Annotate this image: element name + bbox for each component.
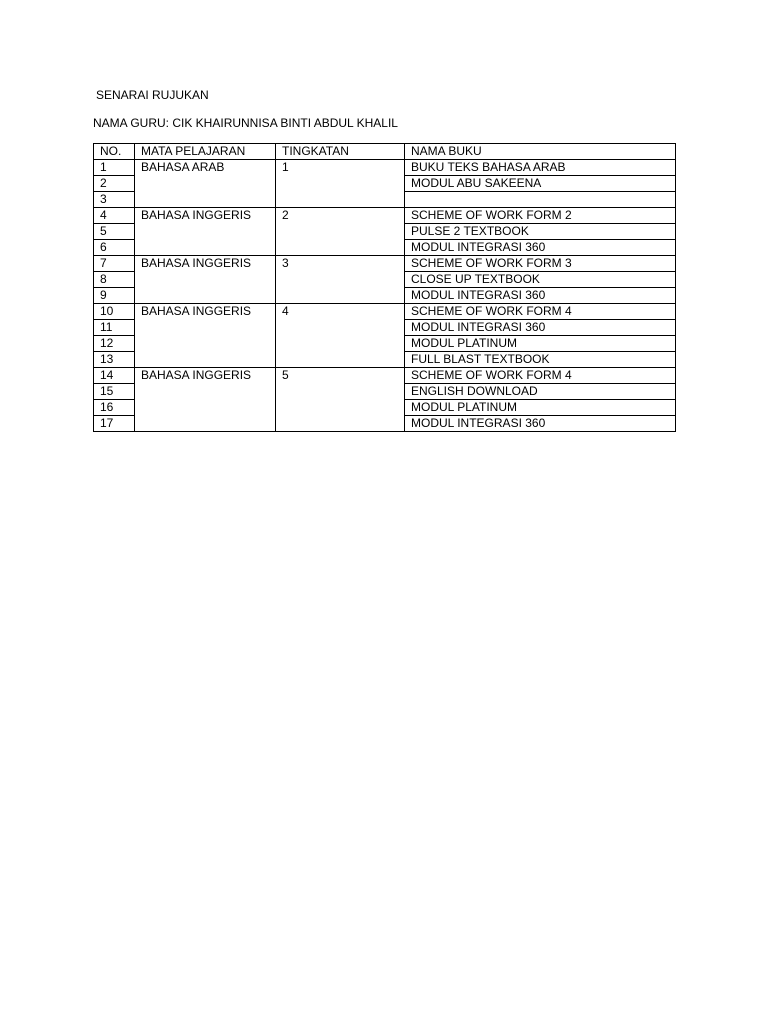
row-number: 16: [94, 400, 135, 416]
book-cell: SCHEME OF WORK FORM 4: [405, 368, 676, 384]
row-number: 12: [94, 336, 135, 352]
header-no: NO.: [94, 144, 135, 160]
table-row: [94, 256, 676, 272]
row-number: 2: [94, 176, 135, 192]
book-cell: MODUL ABU SAKEENA: [405, 176, 676, 192]
row-number: 10: [94, 304, 135, 320]
row-number: 13: [94, 352, 135, 368]
row-number: 14: [94, 368, 135, 384]
row-number: 7: [94, 256, 135, 272]
book-cell: ENGLISH DOWNLOAD: [405, 384, 676, 400]
row-number: 9: [94, 288, 135, 304]
book-cell: MODUL PLATINUM: [405, 336, 676, 352]
book-cell: MODUL INTEGRASI 360: [405, 416, 676, 432]
document-title: SENARAI RUJUKAN: [96, 88, 209, 102]
book-cell: BUKU TEKS BAHASA ARAB: [405, 160, 676, 176]
table-body: [94, 160, 676, 432]
book-cell: MODUL INTEGRASI 360: [405, 320, 676, 336]
row-number: 15: [94, 384, 135, 400]
header-subject: MATA PELAJARAN: [135, 144, 276, 160]
book-cell: PULSE 2 TEXTBOOK: [405, 224, 676, 240]
subject-cell: BAHASA INGGERIS: [135, 208, 276, 256]
book-cell: SCHEME OF WORK FORM 4: [405, 304, 676, 320]
row-number: 5: [94, 224, 135, 240]
book-cell: FULL BLAST TEXTBOOK: [405, 352, 676, 368]
book-cell: CLOSE UP TEXTBOOK: [405, 272, 676, 288]
level-cell: 4: [276, 304, 405, 368]
table-row: [94, 304, 676, 320]
reference-table: [93, 143, 676, 432]
header-book: NAMA BUKU: [405, 144, 676, 160]
table-row: [94, 208, 676, 224]
row-number: 3: [94, 192, 135, 208]
teacher-name-line: NAMA GURU: CIK KHAIRUNNISA BINTI ABDUL KHALIL: [93, 116, 398, 130]
book-cell: MODUL PLATINUM: [405, 400, 676, 416]
table-header: [94, 144, 676, 160]
subject-cell: BAHASA INGGERIS: [135, 368, 276, 432]
book-cell: MODUL INTEGRASI 360: [405, 240, 676, 256]
row-number: 8: [94, 272, 135, 288]
row-number: 6: [94, 240, 135, 256]
level-cell: 5: [276, 368, 405, 432]
book-cell: SCHEME OF WORK FORM 2: [405, 208, 676, 224]
row-number: 17: [94, 416, 135, 432]
level-cell: 2: [276, 208, 405, 256]
row-number: 4: [94, 208, 135, 224]
level-cell: 3: [276, 256, 405, 304]
book-cell: [405, 192, 676, 208]
subject-cell: BAHASA ARAB: [135, 160, 276, 208]
book-cell: SCHEME OF WORK FORM 3: [405, 256, 676, 272]
level-cell: 1: [276, 160, 405, 208]
table-row: [94, 160, 676, 176]
subject-cell: BAHASA INGGERIS: [135, 304, 276, 368]
header-level: TINGKATAN: [276, 144, 405, 160]
subject-cell: BAHASA INGGERIS: [135, 256, 276, 304]
book-cell: MODUL INTEGRASI 360: [405, 288, 676, 304]
row-number: 11: [94, 320, 135, 336]
table-row: [94, 368, 676, 384]
table-header-row: [94, 144, 676, 160]
row-number: 1: [94, 160, 135, 176]
